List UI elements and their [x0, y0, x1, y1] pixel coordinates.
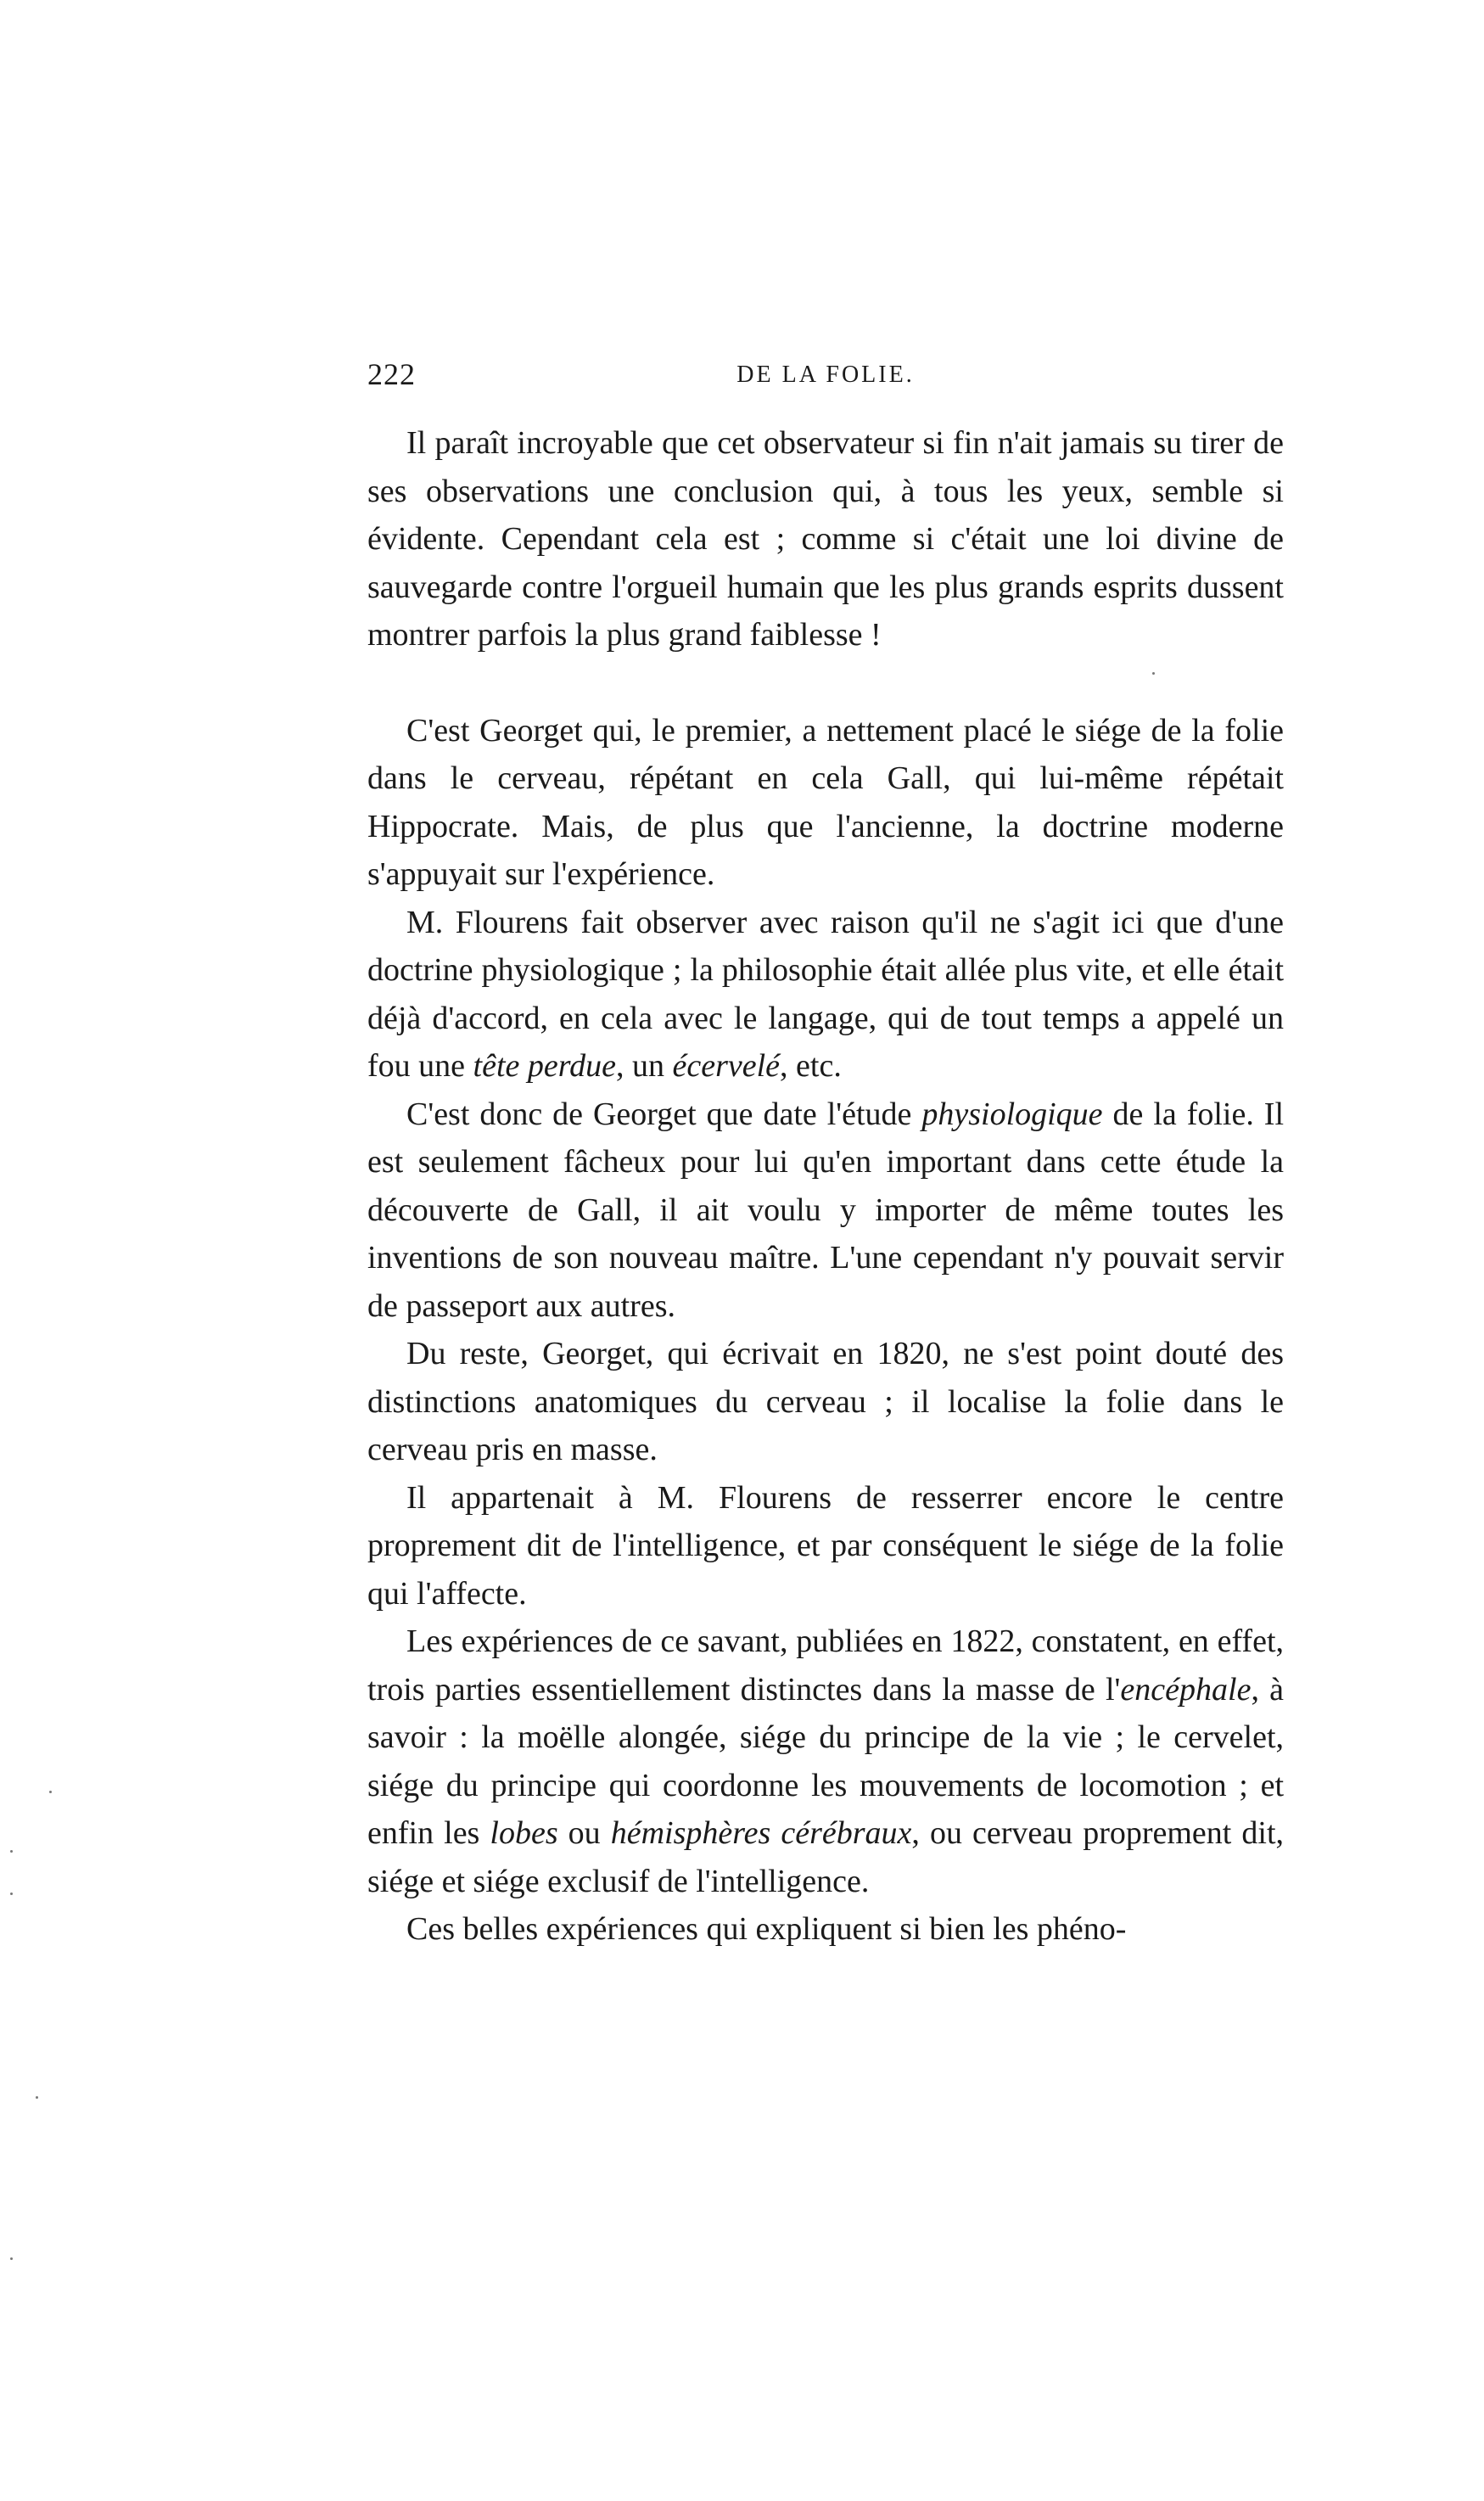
paragraph-4-end: de la folie. Il est seulement fâcheux pour lui qu'en important dans cette étude la découverte de Gall, il ait voulu y importer de même toutes les inventions de son nouveau maître. L'une cependant n'y pouvait servir de passeport aux autres.	[367, 1096, 1285, 1324]
paragraph-3-text: M. Flourens fait observer avec raison qu'il ne s'agit ici que d'une doctrine physiologique ; la philosophie était allée plus vite, et elle était déjà d'accord, en cela avec le langage, qui de tout temps a appelé un fou une	[367, 904, 1284, 1084]
italic-physiologique: physiologique	[921, 1096, 1103, 1132]
paragraph-5	[367, 1330, 1284, 1474]
scan-speck	[10, 1850, 13, 1853]
scan-speck	[10, 2257, 13, 2260]
paragraph-7	[367, 1618, 1284, 1905]
paragraph-7-text: Les expériences de ce savant, publiées en 1822, constatent, en effet, trois parties essentiellement distinctes dans la masse de l'	[367, 1623, 1284, 1708]
paragraph-6-text: Il appartenait à M. Flourens de resserrer encore le centre proprement dit de l'intelligence, et par conséquent le siége de la folie qui l'affecte.	[367, 1479, 1284, 1612]
scan-speck	[36, 2096, 38, 2099]
italic-encephale: encéphale	[1120, 1671, 1252, 1708]
italic-hemispheres-cerebraux: hémisphères cérébraux	[610, 1815, 912, 1851]
paragraph-8	[367, 1905, 1284, 1954]
paragraph-7-mid2: ou	[557, 1815, 611, 1851]
scan-speck	[49, 1791, 52, 1793]
paragraph-6	[367, 1474, 1284, 1618]
paragraph-8-text: Ces belles expériences qui expliquent si bien les phéno-	[406, 1911, 1127, 1947]
italic-lobes: lobes	[490, 1815, 558, 1851]
scan-speck	[10, 1893, 13, 1895]
body-text	[367, 419, 1284, 1954]
paragraph-7-mid: , à savoir : la moëlle alongée, siége du principe de la vie ; le cervelet, siége du principe qui coordonne les mouvements de locomotion ; et enfin les	[367, 1671, 1284, 1851]
paragraph-2-text: C'est Georget qui, le premier, a nettement placé le siége de la folie dans le cerveau, répétant en cela Gall, qui lui-même répétait Hippocrate. Mais, de plus que l'ancienne, la doctrine moderne s'appuyait sur l'expérience.	[367, 712, 1284, 892]
running-title: DE LA FOLIE.	[736, 362, 915, 388]
paragraph-3	[367, 899, 1284, 1091]
book-page	[367, 356, 1284, 1954]
paragraph-3-end: , etc.	[780, 1048, 842, 1084]
paragraph-7-end: , ou cerveau proprement dit, siége et siége exclusif de l'intelligence.	[367, 1815, 1285, 1899]
page-number: 222	[367, 357, 416, 391]
paragraph-4	[367, 1091, 1284, 1331]
paragraph-1-text: Il paraît incroyable que cet observateur si fin n'ait jamais su tirer de ses observations une conclusion qui, à tous les yeux, semble si évidente. Cependant cela est ; comme si c'était une loi divine de sauvegarde contre l'orgueil humain que les plus grands esprits dussent montrer parfois la plus grand faiblesse !	[367, 425, 1284, 653]
paragraph-5-text: Du reste, Georget, qui écrivait en 1820, ne s'est point douté des distinctions anatomiques du cerveau ; il localise la folie dans le cerveau pris en masse.	[367, 1336, 1284, 1467]
paragraph-2	[367, 707, 1284, 899]
italic-tete-perdue: tête perdue	[473, 1048, 616, 1084]
paragraph-1	[367, 419, 1284, 659]
scan-speck	[1152, 672, 1155, 675]
italic-ecervele: écervelé	[672, 1048, 781, 1084]
paragraph-4-text: C'est donc de Georget que date l'étude	[406, 1096, 922, 1132]
running-head	[367, 356, 1284, 407]
paragraph-3-mid: , un	[616, 1048, 673, 1084]
